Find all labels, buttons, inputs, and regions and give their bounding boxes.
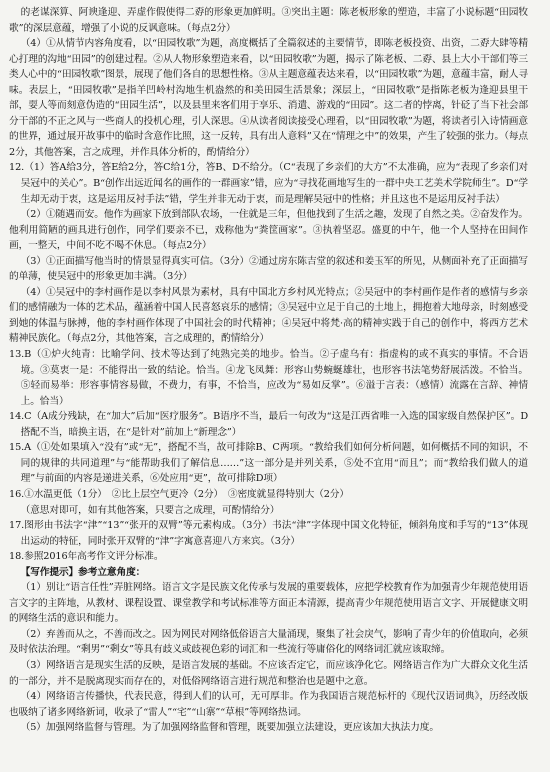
answer-paragraph: （4）①吴冠中的李村画作是以李村风景为素材，具有中国北方乡村风光特点；②吴冠中的李村画作是作者的感情与乡亲们的感情融为一体的艺术品，蕴涵着中国人民喜怒哀乐的感情；③吴冠中立足于自己的土地上，拥抱着大地母亲，时刻感受到她的体温与脉搏，他的李村画作体现了中国社会的时代精神；④吴冠中将梵·高的精神实践于自己的创作中，将西方艺术精神民族化。（每点2分，其他答案，言之成理的，酌情给分） [9, 286, 528, 345]
answer-paragraph: （意思对即可，如有其他答案，只要言之成理，可酌情给分） [20, 504, 280, 516]
answer-paragraph: 16.①水温更低（1分） ②比上层空气更冷（2分） ③密度就显得特别大（2分） [9, 488, 349, 500]
answer-paragraph: 18.参照2016年高考作文评分标准。 [9, 551, 164, 563]
answer-paragraph: 的老谋深算、阿谀逢迎、弄虚作假使得二孬的形象更加鲜明。③突出主题：陈老板形象的塑造，丰富了小说标题“田园牧歌”的深层意蕴，增强了小说的反讽意味。（每点2分） [9, 7, 528, 34]
answer-paragraph: 13.B（①炉火纯青：比喻学问、技术等达到了纯熟完美的地步。恰当。②子虚乌有：指虚构的或不真实的事情。不合语境。③莫衷一是：不能得出一致的结论。恰当。④龙飞凤舞：形容山势蜿蜒雄壮，也形容书法笔势舒展活泼。不恰当。⑤轻而易举：形容事情容易做，不费力，有事，不恰当，应改为“易如反掌”。⑥溢于言表：（感情）流露在言辞、神情上。恰当） [9, 349, 528, 407]
answer-paragraph: （2）弃善而从之，不善而改之。因为网民对网络低俗语言大量涌现，聚集了社会戾气，影响了青少年的价值取向，必须及时依法治理。“剩男”“剩女”等具有歧义或歧视色彩的词汇和一些流行等庸俗化的网络词汇就应该取缔。 [9, 628, 528, 656]
answer-paragraph: （2）①随遇而安。他作为画家下放到部队农场，一住就是三年，但他找到了生活之趣，发现了自然之美。②奋发作为。他利用简陋的画具进行创作，同学们要亲不已，戏称他为“粪筐画家”。③执着坚忍。盛夏的中午，他一个人坚持在田间作画，一整天，中间不吃不喝不休息。（每点2分） [9, 209, 528, 252]
answer-paragraph: 【写作提示】参考立意角度： [20, 566, 146, 578]
answer-paragraph: 14.C（A成分残缺，在“加大”后加“医疗服务”。B语序不当，最后一句改为“这是江西省唯一入选的国家级自然保护区”。D搭配不当，暗换主语，在“是针对”前加上“新理念”） [9, 411, 528, 438]
answer-paragraph: （3）网络语言是现实生活的反映，是语言发展的基础。不应该否定它，而应该净化它。网络语言作为广大群众文化生活的一部分，并不是脱离现实而存在的，对低俗网络语言进行规范和整治也是题中之意。 [9, 659, 528, 687]
answer-paragraph: （4）①从情节内容角度看，以“田园牧歌”为题，高度概括了全篇叙述的主要情节，即陈老板投资、出资，二孬大肆等精心打理的沟地“田园”的创建过程。②从人物形象塑造来看，以“田园牧歌”为题，揭示了陈老板、二孬、县上大小干部们等三类人心中的“田园牧歌”图景，展现了他们各自的思想性格。③从主题意蕴表达来看，以“田园牧歌”为题，意蕴丰富，耐人寻味。表层上，“田园牧歌”是指羊凹岭村沟地生机盎然的和美田园生活景象；深层上，“田园牧歌”是指陈老板为逢迎县里干部，耍人等而刻意伪造的“田园生活”，以及县里来客们用于享乐、消遣、游戏的“田园”。这二者的悖离，针砭了当下社会部分干部的不正之风与一些商人的投机心理，引人深思。④从读者阅读接受心理看，以“田园牧歌”为题，将读者引入诗情画意的世界，通过展开故事中的临时含意作比照，这一反转，具有出人意料”又在“情理之中”的效果，产生了较强的张力。（每点2分，其他答案，言之成理，并作具体分析的，酌情给分） [9, 38, 528, 158]
answer-paragraph: （1）别让“语言任性”弄脏网络。语言文字是民族文化传承与发展的重要载体，应把学校教育作为加强青少年规范使用语言文字的主阵地，从教材、课程设置、课堂教学和考试标准等方面正本清源，提高青少年规范使用语言文字、开展健康文明的网络生活的意识和能力。 [9, 582, 528, 625]
answer-paragraph: （4）网络语言传播快，代表民意，得到人们的认可，无可厚非。作为我国语言规范标杆的《现代汉语词典》，历经改版也吸纳了诸多网络新词，收录了“雷人”“宅”“山寨”“草根”等网络热词。 [9, 691, 528, 718]
answer-paragraph: 17.图形由书法字“津”“13”“张开的双臂”等元素构成。（3分）书法“津”字体现中国文化特征，倾斜角度和手写的“13”体现出运动的特征，同时张开双臂的“津”字寓意喜迎八方来宾。（3分） [9, 520, 528, 547]
answer-paragraph: （5）加强网络监督与管理。为了加强网络监督和管理，既要加强立法建设，更应该加大执法力度。 [20, 722, 439, 734]
answer-paragraph: 12.（1）答A给3分，答E给2分，答C给1分，答B、D不给分。（C“表现了乡亲们的大方”不太准确，应为“表现了乡亲们对吴冠中的关心”。B“创作出远近闻名的画作的一群画家”错，应为“寻找花画地写生的一群中央工艺美术学院师生”。D“学生却无动于衷，这是运用反衬手法”错，学生并非无动于衷，而是理解吴冠中的性格；并且这也不是运用反衬手法） [9, 162, 528, 205]
answer-paragraph: （3）①正面描写他当时的情景显得真实可信。（3分）②通过房东陈吉堂的叙述和姜玉军的所见，从侧面补充了正面描写的单薄，使吴冠中的形象更加丰满。（3分） [9, 255, 528, 283]
answer-paragraph: 15.A（①处如果填入“没有”或“无”，搭配不当，故可排除B、C两项。“教给我们如何分析问题，如何概括不同的知识，不同的规律的共同道理”与“能帮助我们了解信息……”这一部分是并列关系，⑤处不宜用“而且”；而“教给我们做人的道理”与前面的内容是递进关系，⑥处应用“更”，故可排除D项） [9, 442, 528, 485]
